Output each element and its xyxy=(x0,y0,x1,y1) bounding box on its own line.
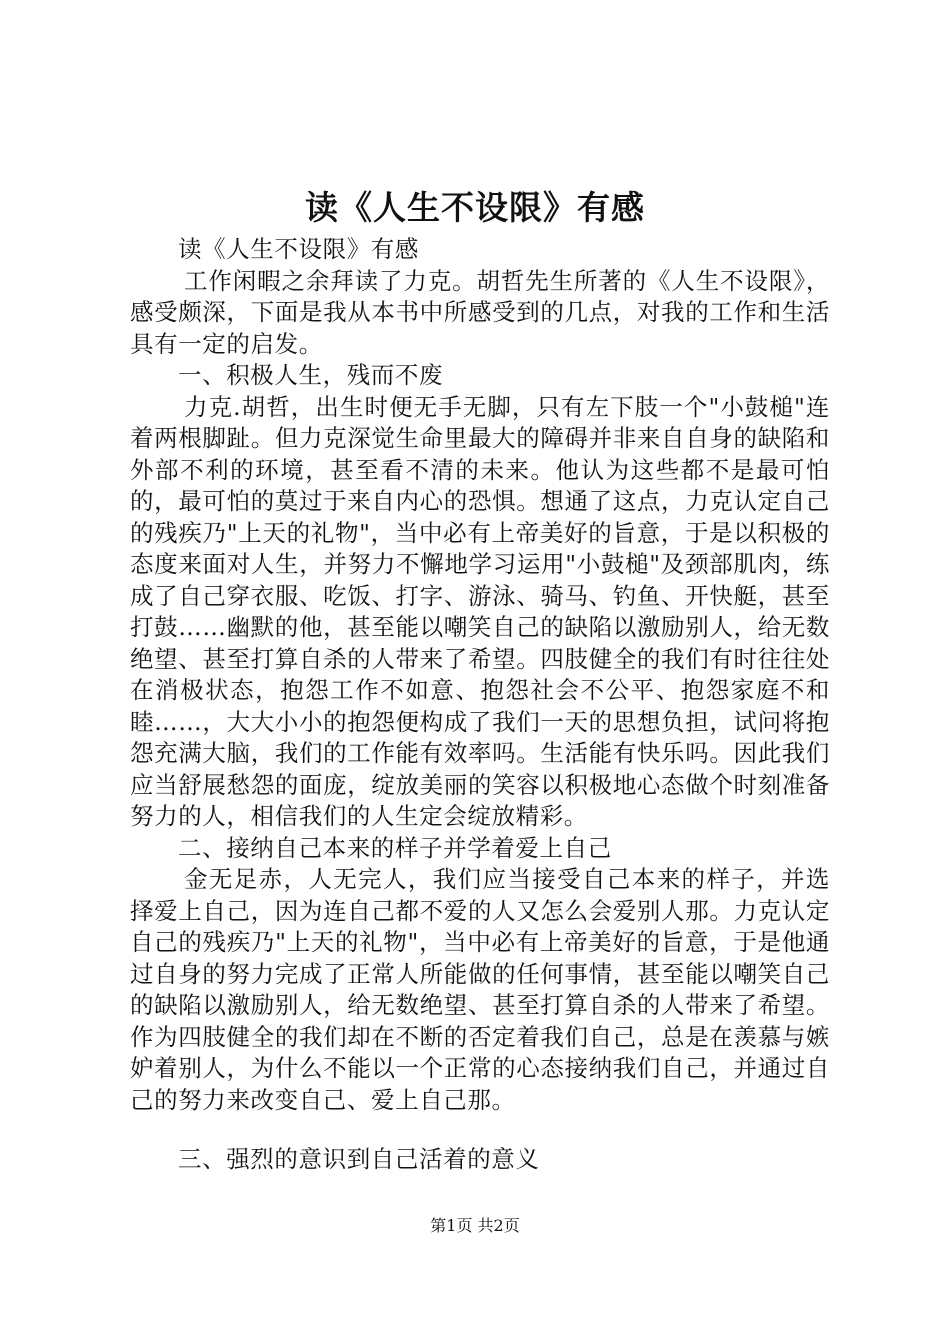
section-heading-2: 二、接纳自己本来的样子并学着爱上自己 xyxy=(178,833,612,862)
subtitle-line: 读《人生不设限》有感 xyxy=(178,235,419,263)
section-1-paragraph: 力克.胡哲，出生时便无手无脚，只有左下肢一个"小鼓槌"连着两根脚趾。但力克深觉生命里最大的障碍并非来自自身的缺陷和外部不利的环境，甚至看不清的未来。他认为这些都不是最可怕的，最可怕的莫过于来自内心的恐惧。想通了这点，力克认定自己的残疾乃"上天的礼物"，当中必有上帝美好的旨意，于是以积极的态度来面对人生，并努力不懈地学习运用"小鼓槌"及颈部肌肉，练成了自己穿衣服、吃饭、打字、游泳、骑马、钓鱼、开快艇，甚至打鼓……幽默的他，甚至能以嘲笑自己的缺陷以激励别人，给无数绝望、甚至打算自杀的人带来了希望。四肢健全的我们有时往往处在消极状态，抱怨工作不如意、抱怨社会不公平、抱怨家庭不和睦……，大大小小的抱怨便构成了我们一天的思想负担，试问将抱怨充满大脑，我们的工作能有效率吗。生活能有快乐吗。因此我们应当舒展愁怨的面庞，绽放美丽的笑容以积极地心态做个时刻准备努力的人，相信我们的人生定会绽放精彩。 xyxy=(130,392,830,830)
section-heading-3: 三、强烈的意识到自己活着的意义 xyxy=(178,1145,540,1173)
section-heading-1: 一、积极人生，残而不废 xyxy=(178,361,444,389)
intro-paragraph: 工作闲暇之余拜读了力克。胡哲先生所著的《人生不设限》，感受颇深，下面是我从本书中所感受到的几点，对我的工作和生活具有一定的启发。 xyxy=(130,266,830,358)
section-2-paragraph: 金无足赤，人无完人，我们应当接受自己本来的样子，并选择爱上自己，因为连自己都不爱的人又怎么会爱别人那。力克认定自己的残疾乃"上天的礼物"，当中必有上帝美好的旨意，于是他通过自身的努力完成了正常人所能做的任何事情，甚至能以嘲笑自己的缺陷以激励别人，给无数绝望、甚至打算自杀的人带来了希望。作为四肢健全的我们却在不断的否定着我们自己，总是在羡慕与嫉妒着别人，为什么不能以一个正常的心态接纳我们自己，并通过自己的努力来改变自己、爱上自己那。 xyxy=(130,865,830,1114)
document-body xyxy=(130,234,830,1176)
page-footer: 第1页 共2页 xyxy=(430,1216,520,1235)
document-title: 读《人生不设限》有感 xyxy=(305,188,645,227)
